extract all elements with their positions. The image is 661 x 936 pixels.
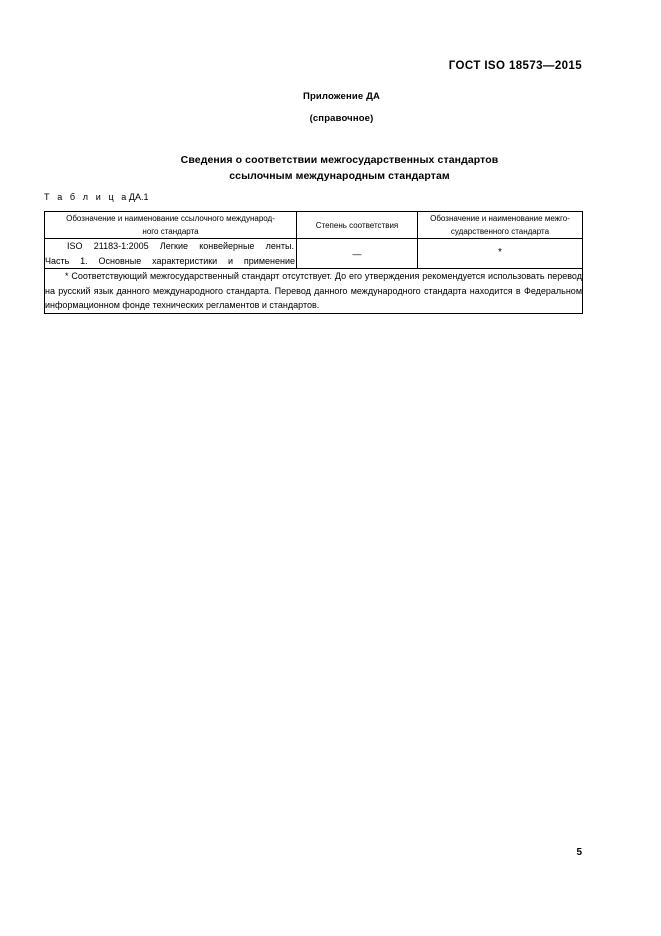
reference-standard-line-2: Часть 1. Основные характеристики и применение xyxy=(45,255,295,266)
appendix-subtitle: (справочное) xyxy=(309,113,374,124)
table-caption xyxy=(44,192,149,202)
table-header-cell-conformity-degree xyxy=(297,212,418,239)
page-number: 5 xyxy=(576,847,582,858)
table-caption-label: Т а б л и ц а xyxy=(44,192,129,202)
table-header-interstate-line-2: сударственного стандарта xyxy=(450,227,550,237)
table-header-cell-interstate-standard xyxy=(418,212,583,239)
table-header-row xyxy=(45,212,583,239)
table-footnote-row xyxy=(45,269,583,314)
table-header-conformity-label: Степень соответствия xyxy=(315,220,399,230)
table-cell-reference-standard xyxy=(45,239,297,269)
table-row xyxy=(45,239,583,269)
appendix-title: Приложение ДА xyxy=(302,91,381,102)
running-header: ГОСТ ISO 18573—2015 xyxy=(448,60,582,72)
table-header-interstate-line-1: Обозначение и наименование межго- xyxy=(430,214,570,223)
table-header-reference-line-2: ного стандарта xyxy=(142,227,199,237)
table-header-cell-reference-standard xyxy=(45,212,297,239)
interstate-standard-value: * xyxy=(498,247,502,259)
section-heading-line-2: ссылочным международным стандартам xyxy=(229,170,450,183)
section-heading xyxy=(0,152,661,185)
reference-standard-line-1: ISO 21183-1:2005 Легкие конвейерные ленты. xyxy=(67,241,294,252)
appendix-block xyxy=(0,91,661,124)
table-cell-interstate-standard xyxy=(418,239,583,269)
table-cell-conformity-degree xyxy=(297,239,418,269)
table-footnote-cell xyxy=(45,269,583,314)
footnote-text: * Соответствующий межгосударственный стандарт отсутствует. До его утверждения рекомендуется использовать перевод на русский язык данного международного стандарта. Перевод данного международного стандарта находится в Федеральном информационном фонде технических регламентов и стандартов. xyxy=(45,271,582,311)
table-caption-number: ДА.1 xyxy=(128,192,149,202)
table-header-reference-line-1: Обозначение и наименование ссылочного международ- xyxy=(66,214,275,223)
conformity-table xyxy=(44,211,583,314)
conformity-degree-value: — xyxy=(352,248,362,259)
section-heading-line-1: Сведения о соответствии межгосударственных стандартов xyxy=(180,154,499,166)
